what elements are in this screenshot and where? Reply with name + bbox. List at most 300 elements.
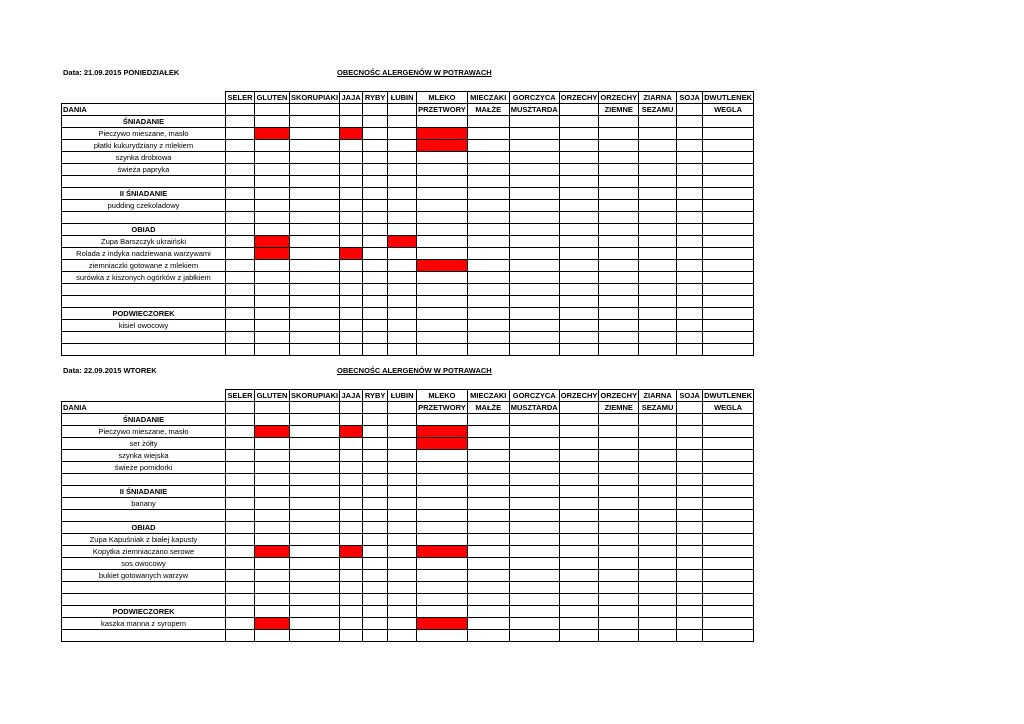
dish-row (62, 450, 754, 462)
allergen-cell (255, 140, 290, 152)
allergen-cell (417, 332, 468, 344)
allergen-cell (226, 618, 255, 630)
allergen-cell (363, 308, 388, 320)
allergen-cell (639, 284, 677, 296)
allergen-cell (417, 630, 468, 642)
allergen-cell (255, 462, 290, 474)
allergen-cell (255, 522, 290, 534)
allergen-cell (677, 486, 703, 498)
dish-name: Pieczywo mieszane, masło (62, 128, 226, 140)
allergen-cell (363, 594, 388, 606)
allergen-header-sub: MUSZTARDA (510, 403, 558, 412)
allergen-cell (599, 546, 639, 558)
dish-name (62, 630, 226, 642)
allergen-cell (639, 498, 677, 510)
allergen-cell (509, 606, 559, 618)
allergen-cell (226, 212, 255, 224)
allergen-cell (255, 450, 290, 462)
allergen-cell (226, 140, 255, 152)
allergen-cell (467, 284, 509, 296)
allergen-cell (509, 248, 559, 260)
allergen-cell (639, 128, 677, 140)
allergen-cell (559, 558, 599, 570)
allergen-cell (388, 176, 417, 188)
allergen-cell (255, 438, 290, 450)
allergen-cell (340, 630, 363, 642)
allergen-header: ZIARNA (639, 92, 677, 104)
allergen-cell (290, 320, 340, 332)
allergen-cell (559, 474, 599, 486)
allergen-cell (340, 344, 363, 356)
allergen-cell (417, 212, 468, 224)
allergen-cell (340, 450, 363, 462)
allergen-cell (467, 212, 509, 224)
allergen-cell (599, 344, 639, 356)
dish-name (62, 176, 226, 188)
allergen-cell (340, 164, 363, 176)
allergen-cell (226, 450, 255, 462)
allergen-cell (417, 474, 468, 486)
allergen-cell (639, 236, 677, 248)
section-row (62, 116, 754, 128)
allergen-cell (226, 200, 255, 212)
dish-name: Zupa Barszczyk ukraiński (62, 236, 226, 248)
allergen-cell (509, 546, 559, 558)
allergen-cell (290, 260, 340, 272)
allergen-cell (340, 570, 363, 582)
allergen-cell (467, 332, 509, 344)
allergen-cell (677, 426, 703, 438)
allergen-cell (363, 164, 388, 176)
allergen-cell (417, 594, 468, 606)
allergen-cell (388, 212, 417, 224)
allergen-cell (340, 176, 363, 188)
allergen-cell (467, 474, 509, 486)
allergen-cell (363, 236, 388, 248)
dish-name (62, 212, 226, 224)
allergen-present-cell (255, 236, 290, 248)
allergen-cell (417, 296, 468, 308)
allergen-cell (363, 140, 388, 152)
allergen-cell (703, 522, 754, 534)
allergen-cell (559, 236, 599, 248)
allergen-header-sub: SEZAMU (639, 104, 677, 116)
allergen-cell (388, 522, 417, 534)
dish-row (62, 236, 754, 248)
dish-row (62, 344, 754, 356)
allergen-cell (388, 188, 417, 200)
dish-row (62, 498, 754, 510)
allergen-cell (363, 510, 388, 522)
allergen-header: RYBY (363, 390, 388, 402)
allergen-cell (677, 474, 703, 486)
allergen-cell (388, 498, 417, 510)
allergen-cell (467, 558, 509, 570)
allergen-cell (340, 320, 363, 332)
allergen-cell (340, 260, 363, 272)
dish-name: sos owocowy (62, 558, 226, 570)
allergen-cell (677, 308, 703, 320)
allergen-cell (388, 344, 417, 356)
dish-name: surówka z kiszonych ogórków z jabłkiem (62, 272, 226, 284)
dish-row (62, 534, 754, 546)
dish-name: Rolada z indyka nadziewana warzywami (62, 248, 226, 260)
allergen-cell (255, 260, 290, 272)
allergen-cell (559, 450, 599, 462)
allergen-cell (639, 462, 677, 474)
allergen-cell (599, 570, 639, 582)
allergen-header: MIECZAKI (467, 390, 509, 402)
allergen-cell (677, 522, 703, 534)
allergen-cell (290, 224, 340, 236)
allergen-cell (417, 582, 468, 594)
allergen-cell (639, 582, 677, 594)
allergen-cell (290, 272, 340, 284)
dish-row (62, 320, 754, 332)
allergen-cell (388, 438, 417, 450)
allergen-cell (703, 570, 754, 582)
allergen-header-sub (226, 104, 255, 116)
allergen-cell (703, 462, 754, 474)
allergen-cell (340, 212, 363, 224)
allergen-cell (559, 344, 599, 356)
allergen-cell (703, 200, 754, 212)
section-label: PODWIECZOREK (62, 308, 226, 320)
allergen-header-sub (290, 104, 340, 116)
allergen-cell (599, 296, 639, 308)
allergen-cell (703, 630, 754, 642)
allergen-cell (363, 296, 388, 308)
allergen-cell (509, 498, 559, 510)
allergen-cell (599, 498, 639, 510)
allergen-cell (599, 284, 639, 296)
allergen-header-sub: WEGLA (703, 402, 754, 414)
allergen-cell (559, 152, 599, 164)
allergen-cell (417, 200, 468, 212)
allergen-cell (677, 320, 703, 332)
allergen-cell (255, 224, 290, 236)
allergen-cell (417, 164, 468, 176)
allergen-cell (467, 630, 509, 642)
allergen-cell (363, 582, 388, 594)
date-label: Data: 21.09.2015 PONIEDZIAŁEK (63, 68, 180, 77)
allergen-cell (639, 224, 677, 236)
allergen-cell (677, 462, 703, 474)
section-label: II ŚNIADANIE (62, 486, 226, 498)
allergen-cell (226, 594, 255, 606)
allergen-cell (559, 606, 599, 618)
allergen-cell (639, 534, 677, 546)
allergen-cell (509, 272, 559, 284)
allergen-cell (340, 152, 363, 164)
allergen-header: ŁUBIN (388, 390, 417, 402)
allergen-cell (599, 438, 639, 450)
allergen-cell (509, 522, 559, 534)
dish-row (62, 284, 754, 296)
allergen-cell (290, 152, 340, 164)
allergen-cell (340, 116, 363, 128)
allergen-cell (290, 248, 340, 260)
allergen-cell (226, 438, 255, 450)
allergen-cell (290, 308, 340, 320)
allergen-cell (509, 486, 559, 498)
allergen-cell (703, 606, 754, 618)
allergen-cell (290, 116, 340, 128)
allergen-cell (388, 486, 417, 498)
allergen-cell (388, 570, 417, 582)
allergen-cell (340, 534, 363, 546)
allergen-cell (559, 570, 599, 582)
allergen-cell (599, 260, 639, 272)
allergen-cell (388, 248, 417, 260)
dish-name (62, 474, 226, 486)
allergen-cell (255, 582, 290, 594)
allergen-cell (363, 522, 388, 534)
allergen-cell (599, 308, 639, 320)
allergen-cell (677, 534, 703, 546)
allergen-cell (509, 414, 559, 426)
allergen-cell (559, 224, 599, 236)
allergen-cell (255, 272, 290, 284)
allergen-cell (467, 320, 509, 332)
allergen-cell (363, 344, 388, 356)
allergen-cell (703, 344, 754, 356)
allergen-cell (703, 618, 754, 630)
allergen-cell (340, 582, 363, 594)
allergen-cell (363, 426, 388, 438)
allergen-header-sub (677, 104, 703, 116)
allergen-cell (599, 200, 639, 212)
allergen-cell (467, 534, 509, 546)
allergen-cell (363, 630, 388, 642)
allergen-header-sub (340, 104, 363, 116)
allergen-cell (226, 236, 255, 248)
allergen-cell (226, 510, 255, 522)
dish-name: kisiel owocowy (62, 320, 226, 332)
allergen-cell (509, 164, 559, 176)
allergen-cell (363, 414, 388, 426)
allergen-cell (677, 438, 703, 450)
dish-row (62, 260, 754, 272)
allergen-cell (388, 462, 417, 474)
allergen-cell (559, 534, 599, 546)
allergen-cell (290, 176, 340, 188)
allergen-header: SOJA (677, 92, 703, 104)
allergen-cell (599, 582, 639, 594)
allergen-cell (290, 438, 340, 450)
allergen-cell (388, 152, 417, 164)
allergen-cell (417, 236, 468, 248)
allergen-cell (509, 284, 559, 296)
allergen-cell (255, 164, 290, 176)
allergen-cell (226, 116, 255, 128)
allergen-cell (639, 558, 677, 570)
allergen-cell (417, 486, 468, 498)
allergen-header-sub (255, 104, 290, 116)
allergen-cell (703, 140, 754, 152)
allergen-cell (559, 284, 599, 296)
section-row (62, 224, 754, 236)
allergen-cell (255, 308, 290, 320)
allergen-cell (226, 320, 255, 332)
section-label: ŚNIADANIE (62, 414, 226, 426)
allergen-header: MLEKO (417, 390, 468, 402)
allergen-cell (639, 188, 677, 200)
dish-name (62, 344, 226, 356)
allergen-cell (467, 546, 509, 558)
section-label: ŚNIADANIE (62, 116, 226, 128)
section-row (62, 606, 754, 618)
allergen-cell (703, 116, 754, 128)
allergen-present-cell (340, 546, 363, 558)
dish-row (62, 546, 754, 558)
allergen-header: MLEKO (417, 92, 468, 104)
section-label: OBIAD (62, 522, 226, 534)
allergen-cell (290, 510, 340, 522)
allergen-cell (467, 522, 509, 534)
allergen-cell (677, 332, 703, 344)
allergen-cell (599, 152, 639, 164)
allergen-header: JAJA (341, 93, 361, 102)
allergen-cell (509, 176, 559, 188)
dish-name (62, 510, 226, 522)
allergen-cell (509, 308, 559, 320)
allergen-cell (340, 486, 363, 498)
allergen-cell (290, 212, 340, 224)
allergen-cell (290, 284, 340, 296)
allergen-cell (417, 498, 468, 510)
allergen-cell (363, 606, 388, 618)
allergen-present-cell (255, 618, 290, 630)
allergen-cell (559, 522, 599, 534)
allergen-cell (703, 152, 754, 164)
allergen-cell (363, 332, 388, 344)
allergen-cell (509, 128, 559, 140)
allergen-cell (388, 630, 417, 642)
allergen-present-cell (417, 260, 468, 272)
allergen-cell (388, 140, 417, 152)
allergen-cell (559, 308, 599, 320)
allergen-header-sub: ZIEMNE (599, 104, 639, 116)
allergen-cell (599, 450, 639, 462)
allergen-cell (559, 188, 599, 200)
allergen-cell (290, 474, 340, 486)
allergen-cell (599, 272, 639, 284)
allergen-cell (703, 320, 754, 332)
allergen-cell (509, 474, 559, 486)
allergen-cell (599, 128, 639, 140)
allergen-cell (639, 344, 677, 356)
allergen-cell (639, 474, 677, 486)
allergen-cell (509, 534, 559, 546)
allergen-cell (255, 606, 290, 618)
allergen-cell (677, 594, 703, 606)
allergen-cell (467, 462, 509, 474)
allergen-cell (226, 332, 255, 344)
allergen-cell (599, 522, 639, 534)
allergen-cell (509, 450, 559, 462)
allergen-table (61, 389, 754, 642)
allergen-cell (703, 594, 754, 606)
dish-row (62, 582, 754, 594)
allergen-cell (639, 486, 677, 498)
allergen-cell (509, 570, 559, 582)
allergen-header: SELER (227, 93, 253, 102)
allergen-table (61, 91, 754, 356)
allergen-cell (677, 344, 703, 356)
allergen-cell (703, 510, 754, 522)
allergen-cell (226, 296, 255, 308)
allergen-cell (559, 618, 599, 630)
allergen-cell (417, 414, 468, 426)
allergen-cell (559, 462, 599, 474)
dish-row (62, 248, 754, 260)
allergen-cell (340, 296, 363, 308)
allergen-cell (467, 438, 509, 450)
dania-header: DANIA (62, 104, 226, 116)
allergen-cell (599, 212, 639, 224)
allergen-cell (509, 188, 559, 200)
allergen-cell (417, 450, 468, 462)
allergen-cell (226, 534, 255, 546)
allergen-cell (677, 618, 703, 630)
allergen-cell (677, 200, 703, 212)
allergen-cell (417, 116, 468, 128)
allergen-cell (467, 224, 509, 236)
allergen-header: RYBY (363, 92, 388, 104)
allergen-cell (340, 140, 363, 152)
allergen-cell (509, 558, 559, 570)
allergen-cell (388, 200, 417, 212)
allergen-cell (340, 594, 363, 606)
allergen-header: ORZECHY (600, 93, 638, 102)
allergen-cell (559, 296, 599, 308)
allergen-cell (363, 534, 388, 546)
allergen-header-sub (255, 402, 290, 414)
allergen-cell (226, 260, 255, 272)
allergen-present-cell (417, 140, 468, 152)
allergen-cell (639, 594, 677, 606)
allergen-cell (703, 498, 754, 510)
allergen-cell (467, 188, 509, 200)
allergen-cell (639, 260, 677, 272)
allergen-cell (639, 332, 677, 344)
allergen-cell (340, 618, 363, 630)
allergen-cell (703, 188, 754, 200)
allergen-cell (290, 450, 340, 462)
allergen-cell (703, 212, 754, 224)
allergen-cell (639, 546, 677, 558)
allergen-cell (388, 546, 417, 558)
allergen-cell (255, 212, 290, 224)
dish-row (62, 200, 754, 212)
allergen-cell (388, 594, 417, 606)
allergen-present-cell (417, 546, 468, 558)
allergen-cell (226, 284, 255, 296)
allergen-cell (559, 498, 599, 510)
allergen-cell (388, 426, 417, 438)
allergen-cell (677, 164, 703, 176)
allergen-cell (639, 152, 677, 164)
allergen-cell (467, 248, 509, 260)
allergen-cell (509, 630, 559, 642)
allergen-cell (417, 320, 468, 332)
allergen-cell (417, 606, 468, 618)
allergen-cell (290, 606, 340, 618)
allergen-cell (255, 558, 290, 570)
allergen-cell (599, 320, 639, 332)
allergen-cell (599, 618, 639, 630)
